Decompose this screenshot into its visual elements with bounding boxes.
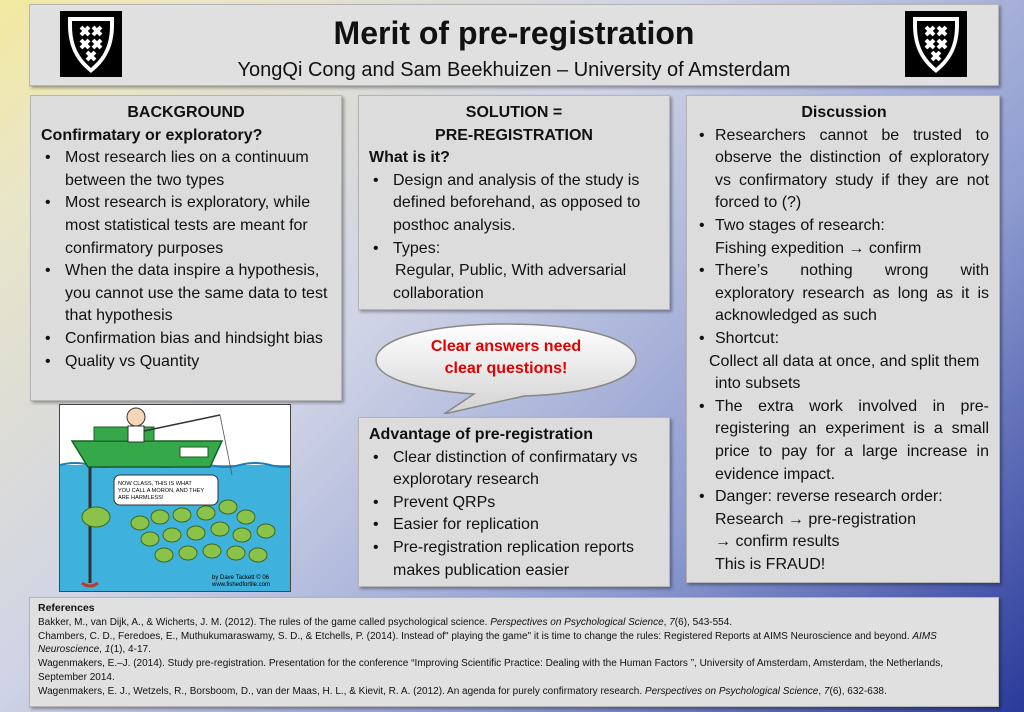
ref-volume: 7	[669, 616, 675, 628]
danger-line4: This is FRAUD!	[715, 555, 826, 573]
danger-line3: → confirm results	[715, 533, 840, 551]
danger-line2: Research → pre-registration	[715, 510, 916, 528]
two-stages-detail: Fishing expedition → confirm	[715, 239, 922, 257]
list-item: • There’s nothing wrong with exploratory research as long as it is acknowledged as such	[699, 260, 989, 328]
danger-label: Danger: reverse research order:	[715, 488, 943, 506]
discussion-heading: Discussion	[801, 104, 887, 121]
ref-text: Bakker, M., van Dijk, A., & Wicherts, J. M. (2012). The rules of the game called psychological science.	[38, 616, 491, 628]
advantage-list	[369, 447, 659, 583]
cartoon-illustration	[60, 405, 290, 591]
list-item: • Design and analysis of the study is defined beforehand, as opposed to posthoc analysis.	[369, 170, 659, 238]
list-item: • Prevent QRPs	[369, 492, 659, 515]
ref-sep: ,	[99, 644, 105, 656]
list-item: • When the data inspire a hypothesis, you cannot use the same data to test that hypothesis	[41, 260, 331, 328]
ref-sep: ,	[818, 685, 824, 697]
list-item: • Researchers cannot be trusted to observe the distinction of exploratory vs confirmatory study if they are not forced to (?)	[699, 125, 989, 215]
ref-sep: ,	[663, 616, 670, 628]
cartoon-speech-text: NOW CLASS, THIS IS WHAT YOU CALL A MORON, AND THEY ARE HARMLESS!	[118, 481, 205, 501]
two-stages-label: Two stages of research:	[715, 216, 885, 234]
ref-journal: AIMS Neuroscience	[38, 630, 937, 656]
ref-text: Wagenmakers, E. J., Wetzels, R., Borsboom, D., van der Maas, H. L., & Kievit, R. A. (2012). An agenda for purely confirmatory research.	[38, 685, 645, 697]
bubble-line1: Clear answers need	[430, 338, 582, 355]
cartoon-credit: by Dave Tackett © 06 www.fishedfortile.com	[212, 575, 271, 588]
list-item: • Easier for replication	[369, 514, 659, 537]
list-item: • Most research is exploratory, while most statistical tests are meant for confirmatory purposes	[41, 192, 331, 260]
list-item	[699, 215, 989, 260]
solution-panel	[358, 95, 670, 310]
types-label: Types:	[393, 239, 441, 257]
advantage-heading: Advantage of pre-registration	[369, 426, 594, 443]
title-banner	[29, 4, 999, 86]
ref-volume: 7	[823, 685, 830, 697]
list-item	[699, 486, 989, 576]
solution-list	[369, 170, 659, 306]
discussion-panel	[686, 95, 1000, 583]
ref-text: Chambers, C. D., Feredoes, E., Muthukumaraswamy, S. D., & Etchells, P. (2014). Instead of" playing the game" it is time to change the rules: Registered Reports at AIMS Neuroscience and beyond.	[38, 630, 913, 642]
list-item: • Quality vs Quantity	[41, 351, 331, 374]
solution-subheading: What is it?	[369, 149, 450, 167]
solution-heading-line2: PRE-REGISTRATION	[435, 126, 593, 144]
reference-item: Wagenmakers, E.–J. (2014). Study pre-registration. Presentation for the conference “Improving Scientific Practice: Dealing with the Human Factors ”, University of Amsterdam, Amsterdam, the Netherlands, September 2014.	[38, 658, 944, 683]
list-item: • Pre-registration replication reports makes publication easier	[369, 537, 659, 582]
uva-logo-right	[905, 11, 967, 77]
list-item: • Confirmation bias and hindsight bias	[41, 328, 331, 351]
advantage-panel	[358, 417, 670, 587]
background-panel	[30, 95, 342, 401]
bubble-text	[374, 336, 638, 380]
types-detail: Regular, Public, With adversarial collaboration	[393, 262, 627, 302]
shortcut-label: Shortcut:	[715, 329, 780, 347]
reference-item	[38, 685, 990, 699]
list-item: • Most research lies on a continuum between the two types	[41, 147, 331, 192]
shortcut-detail: Collect all data at once, and split them into subsets	[709, 352, 980, 393]
uva-crosses-logo-icon	[905, 11, 967, 77]
list-item: • The extra work involved in pre-registering an experiment is a small price to pay for a large increase in evidence impact.	[699, 396, 989, 486]
discussion-list	[699, 125, 989, 577]
list-item	[699, 328, 989, 396]
references-heading: References	[38, 602, 95, 614]
ref-pages: (1), 4-17.	[110, 644, 151, 656]
reference-item	[38, 630, 990, 658]
poster-authors: YongQi Cong and Sam Beekhuizen – University of Amsterdam	[237, 59, 791, 81]
background-heading: BACKGROUND	[127, 104, 245, 121]
background-subheading: Confirmatary or exploratory?	[41, 126, 263, 144]
poster-title: Merit of pre-registration	[333, 15, 695, 51]
bubble-line2: clear questions!	[444, 360, 568, 377]
ref-journal: Perspectives on Psychological Science	[644, 685, 819, 697]
solution-heading-line1: SOLUTION =	[465, 104, 563, 121]
list-item: • Clear distinction of confirmatary vs explorotary research	[369, 447, 659, 492]
fishing-cartoon	[59, 404, 291, 592]
references-panel	[29, 597, 999, 707]
ref-volume: 1	[104, 644, 111, 656]
ref-pages: (6), 632-638.	[829, 685, 887, 697]
ref-pages: (6), 543-554.	[674, 616, 733, 628]
list-item	[369, 238, 659, 306]
reference-item	[38, 616, 990, 630]
background-list	[41, 147, 331, 373]
ref-journal: Perspectives on Psychological Science	[490, 616, 664, 628]
